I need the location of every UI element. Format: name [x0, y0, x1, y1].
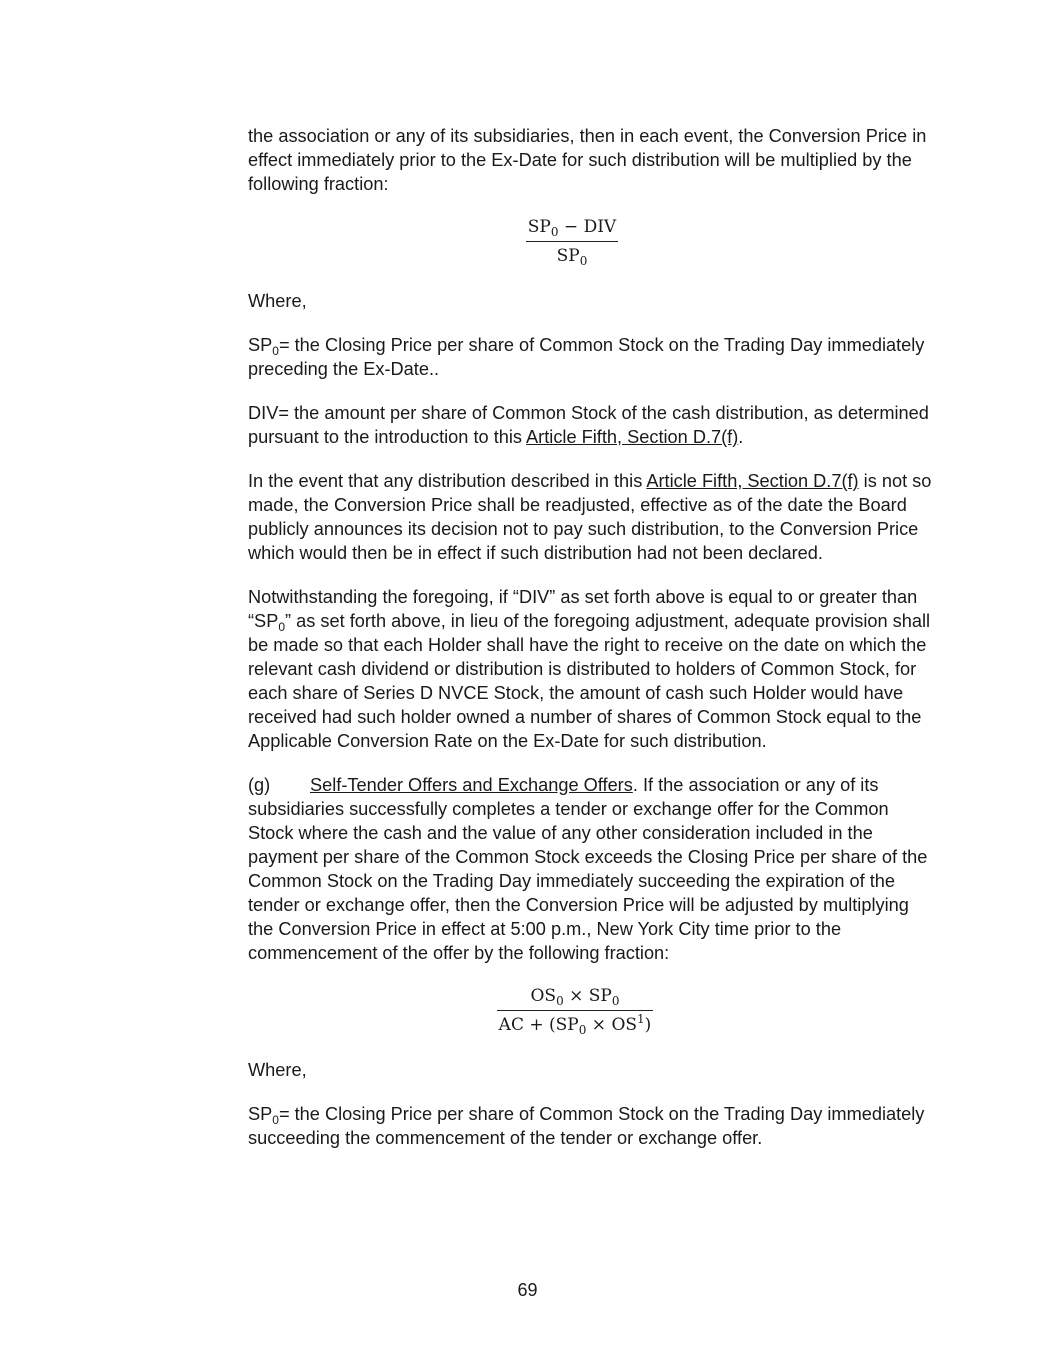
fraction-formula-1 — [206, 216, 938, 267]
where-label-1: Where, — [248, 291, 307, 311]
notwithstanding-paragraph: Notwithstanding the foregoing, if “DIV” as set forth above is equal to or greater than “$SP_0$” as set forth above, in lieu of the foregoing adjustment, adequate provision shall be made so that each Holder shall have the right to receive on the date on which the relevant cash dividend or distribution is distributed to holders of Common Stock, for each share of Series D NVCE Stock, the amount of cash such Holder would have received had such holder owned a number of shares of Common Stock equal to the Applicable Conversion Rate on the Ex-Date for such distribution. — [248, 587, 931, 751]
fraction-2 — [497, 985, 654, 1036]
fraction-2-numerator: $OS_0 \times SP_0$ — [530, 986, 620, 1008]
fraction-formula-2 — [212, 985, 938, 1036]
fraction-1 — [526, 216, 618, 267]
div-definition: DIV= the amount per share of Common Stock of the cash distribution, as determined pursuant to the introduction to this Article Fifth, Section D.7(f). — [248, 403, 929, 447]
intro-paragraph: the association or any of its subsidiaries, then in each event, the Conversion Price in effect immediately prior to the Ex-Date for such distribution will be multiplied by the following fraction: — [248, 126, 927, 194]
fraction-1-denominator: $SP_0$ — [556, 246, 588, 268]
fraction-2-denominator: AC + $(SP_0 \times OS^1)$ — [498, 1012, 652, 1037]
section-reference-link: Article Fifth, Section D.7(f) — [646, 471, 859, 491]
where-label-2: Where, — [248, 1060, 307, 1080]
sp0-definition-2: $SP_0=$ the Closing Price per share of Common Stock on the Trading Day immediately succeeding the commencement of the tender or exchange offer. — [248, 1104, 925, 1148]
readjustment-paragraph: In the event that any distribution described in this Article Fifth, Section D.7(f) is not so made, the Conversion Price shall be readjusted, effective as of the date the Board publicly announces its decision not to pay such distribution, to the Conversion Price which would then be in effect if such distribution had not been declared. — [248, 471, 932, 563]
fraction-1-numerator: $SP_0$ − DIV — [527, 217, 617, 239]
document-page — [248, 124, 938, 1170]
sp0-definition: $SP_0=$ the Closing Price per share of Common Stock on the Trading Day immediately preceding the Ex-Date.. — [248, 335, 925, 379]
section-g-paragraph: (g) Self-Tender Offers and Exchange Offers. If the association or any of its subsidiaries successfully completes a tender or exchange offer for the Common Stock where the cash and the value of any other consideration included in the payment per share of the Common Stock exceeds the Closing Price per share of the Common Stock on the Trading Day immediately succeeding the expiration of the tender or exchange offer, then the Conversion Price will be adjusted by multiplying the Conversion Price in effect at 5:00 p.m., New York City time prior to the commencement of the offer by the following fraction: — [248, 775, 928, 963]
section-reference-link: Article Fifth, Section D.7(f) — [526, 427, 739, 447]
page-number: 69 — [517, 1280, 538, 1300]
section-g-heading: Self-Tender Offers and Exchange Offers — [310, 775, 633, 795]
section-g-label: (g) — [248, 775, 271, 795]
